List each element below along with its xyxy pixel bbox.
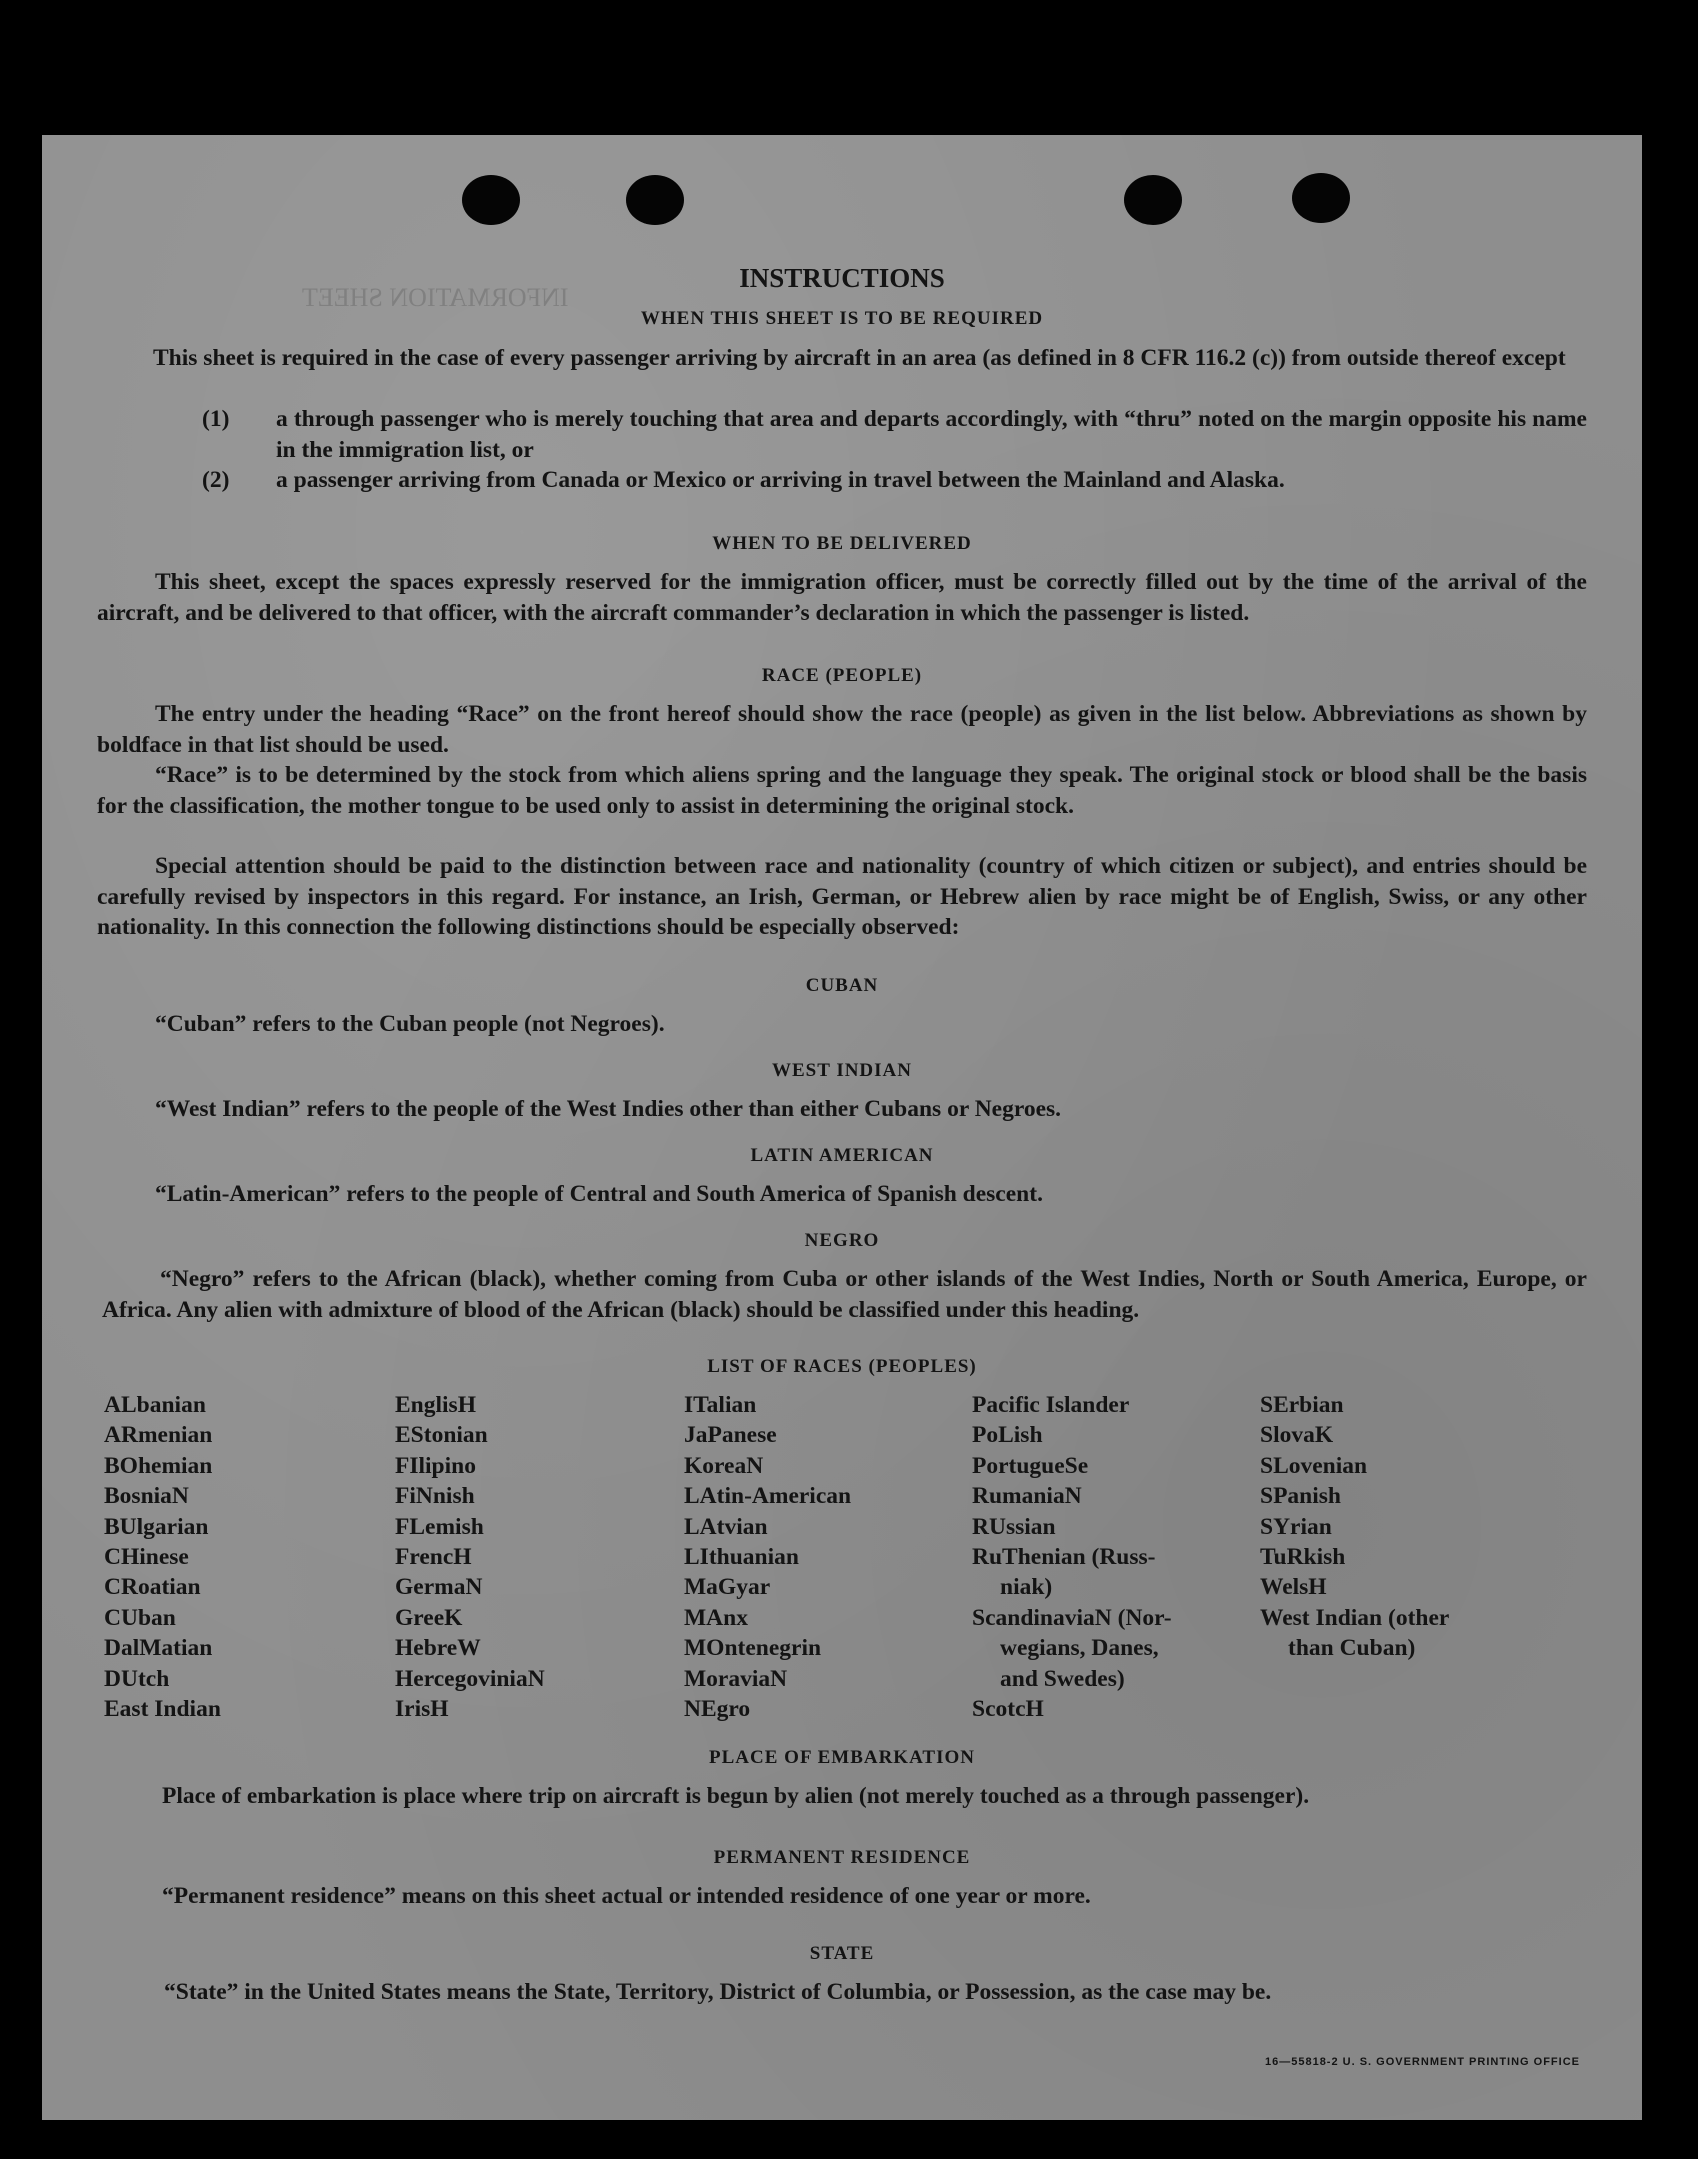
race-paragraph-3: Special attention should be paid to the distinction between race and nationality (country of which citizen or subject), and entries should be carefully revised by inspectors in this regard. For instance, an Irish, German, or Hebrew alien by race might be of English, Swiss, or any other nationality. In this connection the following distinctions should be especially observed: [97, 853, 1587, 940]
race-entry: ScandinaviaN (Nor- [972, 1604, 1172, 1631]
when-delivered-heading: WHEN TO BE DELIVERED [712, 533, 972, 554]
exception-item-2 [202, 465, 1587, 496]
residence-text: “Permanent residence” means on this sheet actual or intended residence of one year or more. [162, 1883, 1091, 1909]
race-entry: Pacific Islander [972, 1392, 1130, 1418]
race-entry: WelsH [1260, 1574, 1327, 1601]
latin-american-heading: LATIN AMERICAN [750, 1145, 934, 1166]
state-heading: STATE [809, 1943, 875, 1964]
race-entry: ALbanian [104, 1392, 206, 1418]
punch-hole [1124, 175, 1182, 225]
race-entry: DUtch [104, 1665, 170, 1692]
race-entry: DalMatian [104, 1635, 213, 1662]
item-text: a through passenger who is merely touching that area and departs accordingly, with “thru” noted on the margin opposite his name in the immigration list, or [276, 406, 1587, 463]
race-entry: GreeK [395, 1604, 463, 1631]
cuban-heading: CUBAN [805, 975, 879, 996]
race-entry: RumaniaN [972, 1483, 1082, 1510]
punch-hole [626, 175, 684, 225]
race-entry: SPanish [1260, 1483, 1341, 1510]
negro-text: “Negro” refers to the African (black), whether coming from Cuba or other islands of the West Indies, North or South America, Europe, or Africa. Any alien with admixture of blood of the African (black) should be classified under this heading. [102, 1266, 1587, 1323]
when-required-intro: This sheet is required in the case of every passenger arriving by aircraft in an area (as defined in 8 CFR 116.2 (c)) from outside thereof except [153, 345, 1566, 371]
race-entry: and Swedes) [1000, 1665, 1125, 1692]
race-entry: HercegoviniaN [395, 1665, 545, 1692]
race-entry: MoraviaN [684, 1665, 788, 1692]
race-entry: LIthuanian [684, 1544, 799, 1571]
races-column-2 [395, 1390, 545, 1724]
race-entry: MAnx [684, 1604, 748, 1631]
race-entry: SlovaK [1260, 1422, 1334, 1449]
races-list-heading: LIST OF RACES (PEOPLES) [707, 1356, 977, 1377]
race-paragraph-1: The entry under the heading “Race” on the front hereof should show the race (people) as given in the list below. Abbreviations as shown by boldface in that list should be used. [97, 701, 1587, 758]
printing-office-footer: 16—55818-2 U. S. GOVERNMENT PRINTING OFFICE [1264, 2056, 1580, 2068]
race-entry: GermaN [395, 1574, 483, 1601]
race-entry: FLemish [395, 1513, 484, 1540]
document-sheet [42, 135, 1642, 2120]
race-entry: HebreW [395, 1635, 481, 1662]
race-entry: FiNnish [395, 1483, 475, 1510]
races-column-1 [104, 1390, 221, 1724]
race-entry: MaGyar [684, 1574, 771, 1601]
item-number: (1) [202, 406, 230, 432]
latin-american-text: “Latin-American” refers to the people of Central and South America of Spanish descent. [155, 1181, 1043, 1207]
race-entry: MOntenegrin [684, 1635, 822, 1662]
race-entry: wegians, Danes, [1000, 1635, 1159, 1662]
race-entry: SYrian [1260, 1513, 1332, 1540]
when-required-heading: WHEN THIS SHEET IS TO BE REQUIRED [640, 308, 1044, 329]
cuban-text: “Cuban” refers to the Cuban people (not Negroes). [155, 1011, 665, 1037]
race-entry: PortugueSe [972, 1452, 1089, 1479]
punch-hole [462, 175, 520, 225]
page-title: INSTRUCTIONS [739, 263, 945, 293]
embarkation-heading: PLACE OF EMBARKATION [709, 1747, 975, 1768]
race-entry: CRoatian [104, 1574, 201, 1601]
race-entry: SLovenian [1260, 1452, 1368, 1479]
races-column-4 [972, 1390, 1172, 1724]
races-column-5 [1260, 1390, 1449, 1664]
race-entry: ITalian [684, 1392, 757, 1418]
race-entry: SErbian [1260, 1392, 1344, 1418]
state-text: “State” in the United States means the State, Territory, District of Columbia, or Possession, as the case may be. [164, 1979, 1272, 2005]
item-text: a passenger arriving from Canada or Mexico or arriving in travel between the Mainland and Alaska. [276, 467, 1285, 493]
residence-heading: PERMANENT RESIDENCE [713, 1847, 971, 1868]
race-entry: ARmenian [104, 1422, 213, 1449]
race-entry: ScotcH [972, 1696, 1044, 1723]
race-entry: KoreaN [684, 1452, 764, 1479]
race-entry: LAtvian [684, 1513, 768, 1540]
embarkation-text: Place of embarkation is place where trip on aircraft is begun by alien (not merely touched as a through passenger). [162, 1783, 1310, 1809]
race-entry: East Indian [104, 1696, 221, 1723]
race-entry: EStonian [395, 1422, 488, 1449]
race-entry: than Cuban) [1288, 1635, 1416, 1662]
west-indian-text: “West Indian” refers to the people of the West Indies other than either Cubans or Negroes. [155, 1096, 1062, 1122]
race-entry: LAtin-American [684, 1483, 852, 1510]
race-entry: BUlgarian [104, 1513, 209, 1540]
race-heading: RACE (PEOPLE) [761, 665, 923, 686]
race-entry: CHinese [104, 1544, 189, 1571]
race-entry: CUban [104, 1604, 176, 1631]
race-entry: EnglisH [395, 1392, 476, 1418]
race-entry: BosniaN [104, 1483, 189, 1510]
race-entry: BOhemian [104, 1452, 213, 1479]
punch-hole [1292, 173, 1350, 223]
exception-item-1 [202, 404, 1587, 465]
race-entry: NEgro [684, 1696, 751, 1723]
race-entry: TuRkish [1260, 1544, 1346, 1571]
race-entry: PoLish [972, 1422, 1043, 1449]
race-paragraph-2: “Race” is to be determined by the stock from which aliens spring and the language they speak. The original stock or blood shall be the basis for the classification, the mother tongue to be used only to assist in determining the original stock. [97, 762, 1587, 819]
when-delivered-text: This sheet, except the spaces expressly reserved for the immigration officer, must be correctly filled out by the time of the arrival of the aircraft, and be delivered to that officer, with the aircraft commander’s declaration in which the passenger is listed. [97, 569, 1587, 626]
show-through-text: INFORMATION SHEET [302, 283, 569, 312]
negro-heading: NEGRO [804, 1230, 880, 1251]
race-entry: RUssian [972, 1513, 1056, 1540]
race-entry: JaPanese [684, 1422, 777, 1449]
race-entry: FIlipino [395, 1452, 476, 1479]
item-number: (2) [202, 467, 230, 493]
races-column-3 [684, 1390, 851, 1724]
race-entry: niak) [1000, 1574, 1053, 1601]
race-entry: RuThenian (Russ- [972, 1544, 1156, 1571]
race-entry: FrencH [395, 1544, 472, 1571]
race-entry: IrisH [395, 1696, 449, 1723]
west-indian-heading: WEST INDIAN [772, 1060, 912, 1081]
race-entry: West Indian (other [1260, 1604, 1450, 1631]
